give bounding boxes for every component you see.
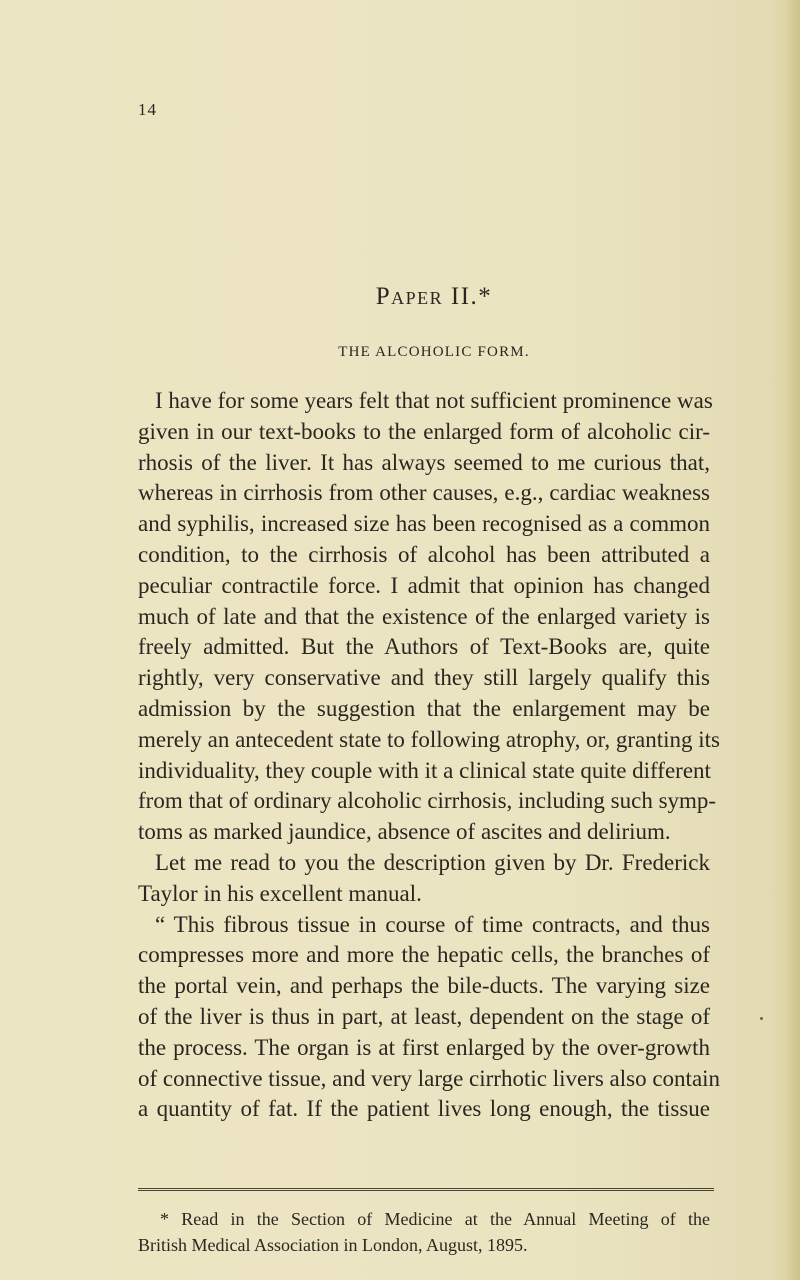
footnote (138, 1206, 710, 1258)
quotation-line: compresses more and more the hepatic cells, the branches of (138, 942, 710, 968)
page-edge-shadow (786, 0, 800, 1280)
text-line: peculiar contractile force. I admit that opinion has changed (138, 572, 710, 598)
body-text (138, 386, 721, 1125)
text-line: whereas in cirrhosis from other causes, e.g., cardiac weakness (138, 480, 710, 506)
text-line: freely admitted. But the Authors of Text-Books are, quite (138, 634, 710, 660)
text-line: admission by the suggestion that the enlargement may be (138, 695, 710, 721)
text-line: I have for some years felt that not sufficient prominence was (155, 388, 713, 413)
text-line: and syphilis, increased size has been recognised as a common (138, 511, 710, 537)
text-line: Taylor in his excellent manual. (138, 880, 422, 906)
text-line: from that of ordinary alcoholic cirrhosis, including such symp- (138, 788, 717, 814)
page-number: 14 (138, 100, 157, 119)
quotation-line: the portal vein, and perhaps the bile-ducts. The varying size (138, 973, 710, 999)
text-line: merely an antecedent state to following atrophy, or, granting its (138, 726, 720, 752)
text-line: condition, to the cirrhosis of alcohol has been attributed a (138, 541, 710, 567)
text-line: toms as marked jaundice, absence of ascites and delirium. (138, 819, 671, 845)
text-line: given in our text-books to the enlarged form of alcoholic cir- (138, 418, 710, 444)
paper-title: Paper II.* (375, 283, 493, 310)
quotation-line: of the liver is thus in part, at least, dependent on the stage of (138, 1003, 710, 1029)
text-line: rhosis of the liver. It has always seemed to me curious that, (138, 449, 710, 475)
paper-speck (760, 1017, 763, 1020)
text-line: rightly, very conservative and they still largely qualify this (138, 665, 710, 691)
quotation-line: “ This fibrous tissue in course of time contracts, and thus (155, 911, 710, 937)
text-line: Let me read to you the description given by Dr. Frederick (155, 849, 710, 875)
quotation-line: the process. The organ is at first enlarged by the over-growth (138, 1034, 710, 1060)
section-subtitle: THE ALCOHOLIC FORM. (338, 344, 530, 360)
footnote-line: * Read in the Section of Medicine at the Annual Meeting of the (160, 1209, 710, 1229)
footnote-line: British Medical Association in London, August, 1895. (138, 1235, 528, 1255)
text-line: individuality, they couple with it a clinical state quite different (138, 757, 711, 783)
text-line: much of late and that the existence of the enlarged variety is (138, 603, 710, 629)
footnote-rule (138, 1188, 714, 1191)
quotation-line: of connective tissue, and very large cirrhotic livers also contain (138, 1065, 721, 1091)
quotation-line: a quantity of fat. If the patient lives long enough, the tissue (138, 1096, 710, 1122)
